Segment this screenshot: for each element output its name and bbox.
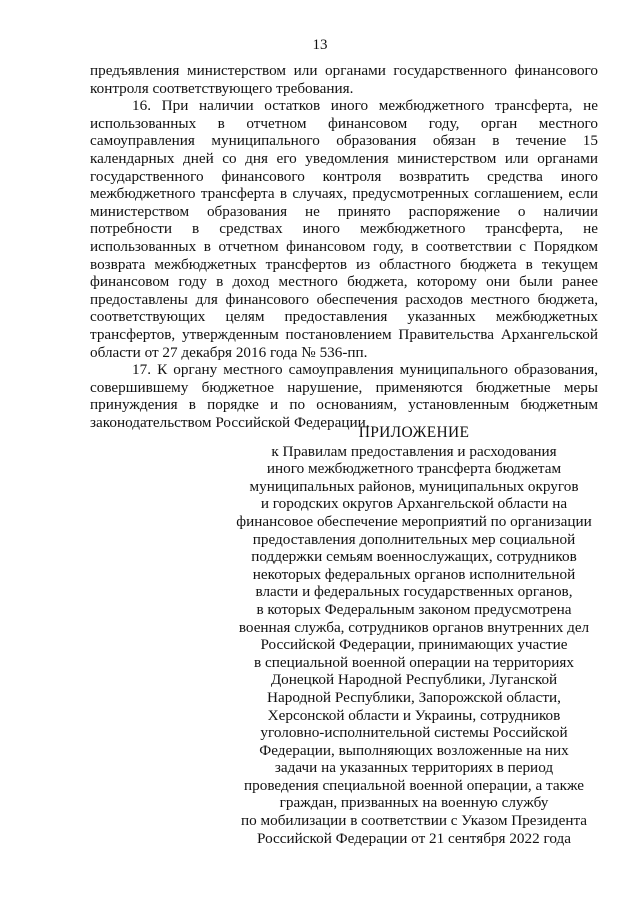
appendix-line: поддержки семьям военнослужащих, сотрудников (251, 548, 577, 566)
appendix-line: Донецкой Народной Республики, Луганской (270, 671, 558, 689)
appendix-line: в специальной военной операции на территориях (254, 653, 574, 671)
appendix-line: задачи на указанных территориях в период (274, 759, 554, 777)
appendix-line: и городских округов Архангельской области на (260, 495, 568, 513)
appendix-line: Российской Федерации от 21 сентября 2022 года (257, 829, 571, 847)
appendix-line: проведения специальной военной операции, а также (244, 776, 584, 794)
paragraph-16: 16. При наличии остатков иного межбюджетного трансферта, не использованных в отчетном финансовом году, орган местного самоуправления муниципального образования обязан в течение 15 календарных дней со дня его уведомления министерством или органами государственного финансового контроля возвратить средства иного межбюджетного трансферта в случаях, предусмотренных соглашением, если министерством образования не принято распоряжение о наличии потребности в средствах иного межбюджетного трансферта, не использованных в отчетном финансовом году, в соответствии с Порядком возврата межбюджетных трансфертов из областного бюджета в текущем финансовом году в доход местного бюджета, которому они были ранее предоставлены для финансового обеспечения расходов местного бюджета, соответствующих целям предоставления указанных межбюджетных трансфертов, утвержденным постановлением Правительства Архангельской области от 27 декабря 2016 года № 536-пп. (90, 97, 598, 361)
appendix-line: муниципальных районов, муниципальных округов (249, 477, 579, 495)
appendix-line: предоставления дополнительных мер социальной (252, 530, 576, 548)
appendix-line: иного межбюджетного трансферта бюджетам (266, 460, 562, 478)
appendix-line: к Правилам предоставления и расходования (271, 442, 557, 460)
appendix-line: некоторых федеральных органов исполнительной (252, 565, 576, 583)
paragraph-17: 17. К органу местного самоуправления муниципального образования, совершившему бюджетное нарушение, применяются бюджетные меры принуждения в порядке и по основаниям, установленным бюджетным законодательством Российской Федерации. (90, 361, 598, 431)
appendix-line: уголовно-исполнительной системы Российской (260, 724, 568, 742)
appendix-line: Российской Федерации, принимающих участие (260, 636, 568, 654)
appendix-line: граждан, призванных на военную службу (279, 794, 549, 812)
appendix-line: Народной Республики, Запорожской области, (267, 688, 561, 706)
appendix-header (233, 424, 595, 847)
paragraph-15-continuation: предъявления министерством или органами государственного финансового контроля соответствующего требования. (90, 62, 598, 97)
appendix-line: финансовое обеспечение мероприятий по организации (236, 512, 592, 530)
page-number: 13 (312, 37, 328, 53)
appendix-line: Федерации, выполняющих возложенные на них (259, 741, 569, 759)
appendix-line: в которых Федеральным законом предусмотрена (256, 600, 572, 618)
appendix-line: власти и федеральных государственных органов, (255, 583, 573, 601)
appendix-line: военная служба, сотрудников органов внутренних дел (238, 618, 590, 636)
appendix-line: Херсонской области и Украины, сотрудников (267, 706, 561, 724)
appendix-title: ПРИЛОЖЕНИЕ (358, 424, 470, 441)
body-text (90, 62, 598, 431)
appendix-line: по мобилизации в соответствии с Указом Президента (240, 812, 588, 830)
